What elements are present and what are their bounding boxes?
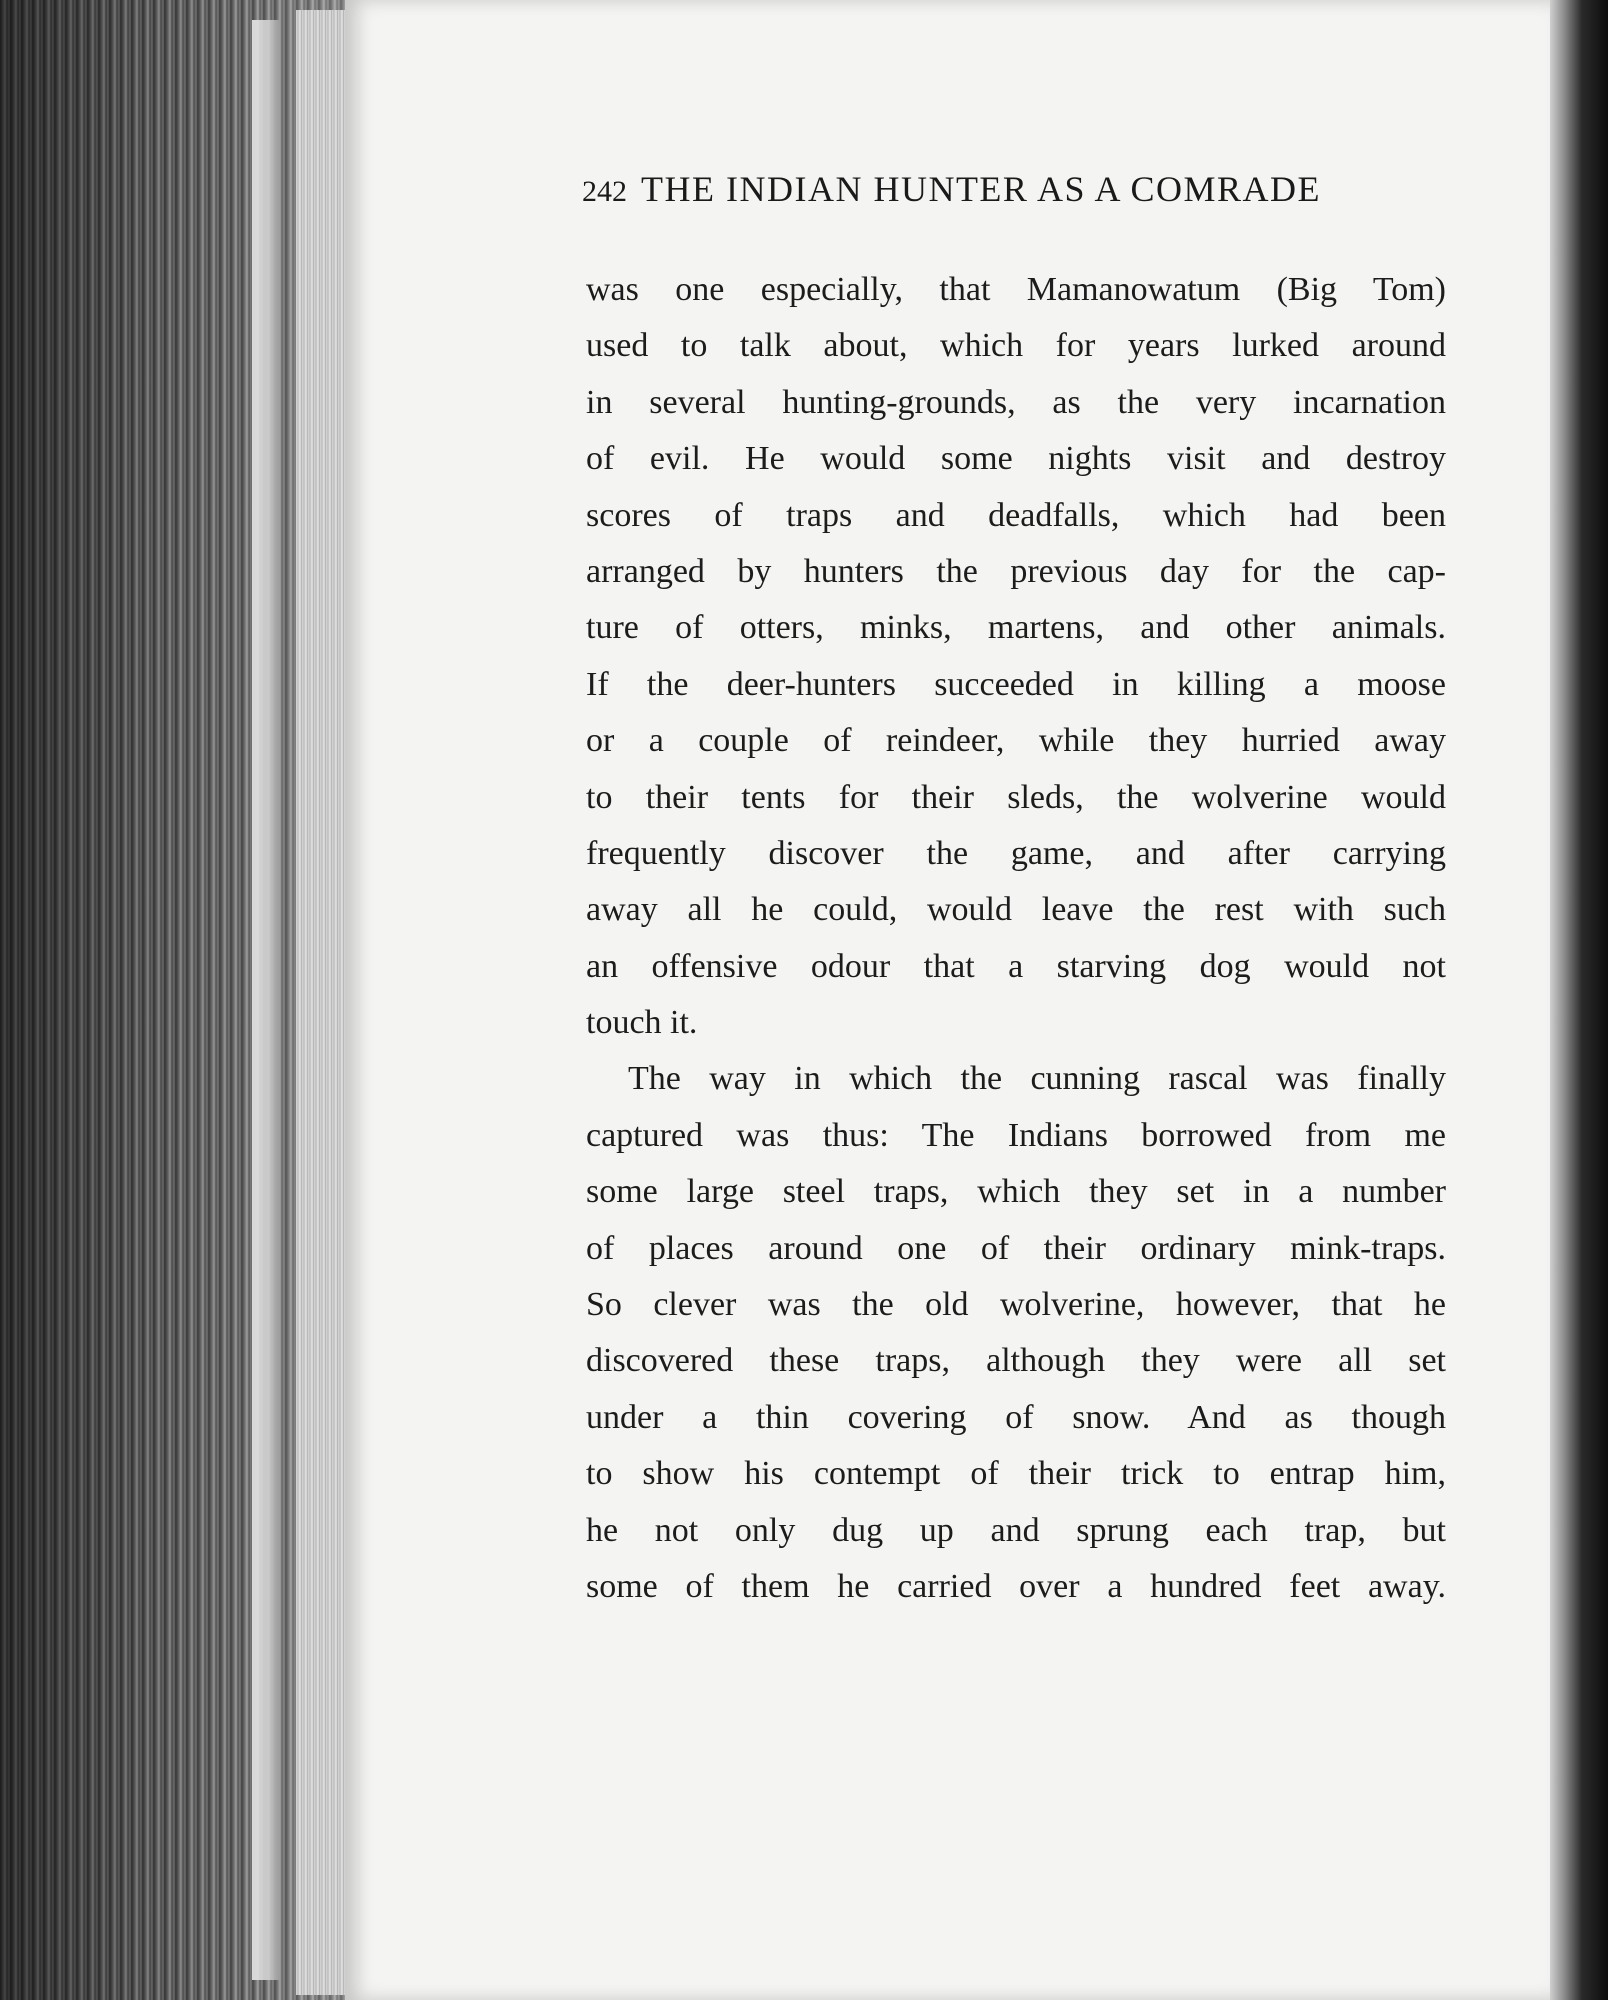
text-line: in several hunting-grounds, as the very incarnation	[586, 383, 1446, 421]
text-line: or a couple of reindeer, while they hurried away	[586, 722, 1446, 760]
text-line: The way in which the cunning rascal was finally	[628, 1060, 1446, 1098]
text-line: to show his contempt of their trick to entrap him,	[586, 1455, 1446, 1493]
text-line: touch it.	[586, 1004, 698, 1042]
text-line: away all he could, would leave the rest with such	[586, 891, 1446, 929]
page-edge-stack	[296, 10, 346, 1995]
text-line: of places around one of their ordinary mink-traps.	[586, 1229, 1446, 1267]
text-line: an offensive odour that a starving dog would not	[586, 947, 1446, 985]
text-line: was one especially, that Mamanowatum (Big Tom)	[586, 271, 1446, 308]
text-line: arranged by hunters the previous day for the cap-	[586, 552, 1446, 590]
text-line: to their tents for their sleds, the wolverine would	[586, 778, 1446, 816]
running-head-title: THE INDIAN HUNTER AS A COMRADE	[641, 169, 1322, 209]
page-edge-highlight	[252, 20, 280, 1980]
text-line: So clever was the old wolverine, however, that he	[586, 1286, 1446, 1324]
book-page-edges	[0, 0, 345, 2000]
running-head	[582, 168, 1442, 218]
text-line: used to talk about, which for years lurked around	[586, 327, 1446, 365]
text-line: scores of traps and deadfalls, which had been	[586, 496, 1446, 534]
body-text	[586, 262, 1446, 1615]
text-line: under a thin covering of snow. And as though	[586, 1398, 1446, 1436]
text-line: ture of otters, minks, martens, and other animals.	[586, 609, 1446, 647]
paragraph	[586, 1051, 1446, 1615]
paragraph	[586, 262, 1446, 1051]
text-line: some of them he carried over a hundred feet away.	[586, 1567, 1446, 1605]
text-line: some large steel traps, which they set in a number	[586, 1173, 1446, 1211]
text-line: frequently discover the game, and after carrying	[586, 834, 1446, 872]
text-line: he not only dug up and sprung each trap, but	[586, 1511, 1446, 1549]
text-line: If the deer-hunters succeeded in killing a moose	[586, 665, 1446, 703]
book-binding-edge	[1550, 0, 1608, 2000]
page-number: 242	[582, 175, 627, 208]
text-line: discovered these traps, although they were all set	[586, 1342, 1446, 1380]
text-line: of evil. He would some nights visit and destroy	[586, 440, 1446, 478]
text-line: captured was thus: The Indians borrowed from me	[586, 1116, 1446, 1154]
